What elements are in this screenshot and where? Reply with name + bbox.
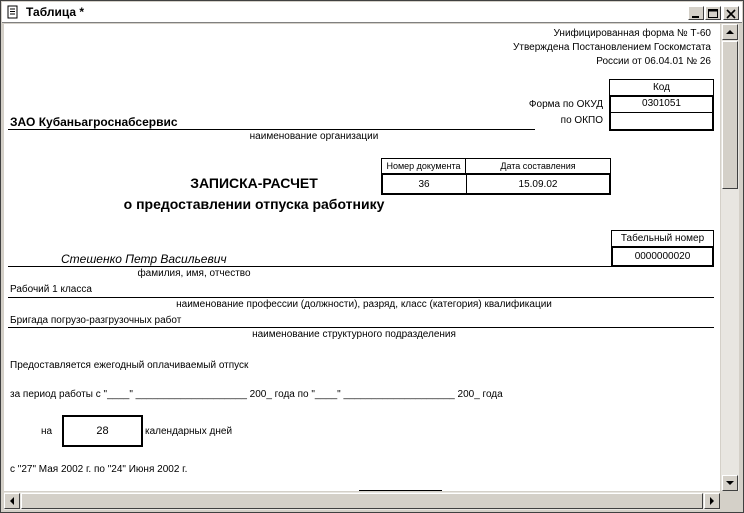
doc-date-value: 15.09.02	[518, 179, 558, 190]
scroll-down-button[interactable]	[722, 475, 738, 491]
employee-name: Стешенко Петр Васильевич	[61, 252, 227, 266]
scroll-left-button[interactable]	[4, 493, 20, 509]
organization-name: ЗАО Кубаньагроснабсервис	[10, 115, 178, 129]
document-page	[4, 24, 720, 491]
document-icon	[6, 5, 20, 19]
minimize-icon	[689, 8, 703, 20]
title-bar[interactable]	[2, 2, 742, 23]
arrow-right-icon	[705, 494, 719, 508]
form-header-line1: Унифицированная форма № Т-60	[553, 28, 711, 39]
horizontal-scroll-thumb[interactable]	[21, 493, 703, 509]
doc-date-header: Дата составления	[465, 158, 611, 174]
vacation-dates: с "27" Мая 2002 г. по "24" Июня 2002 г.	[10, 464, 188, 475]
maximize-icon	[706, 8, 720, 20]
arrow-down-icon	[723, 476, 737, 490]
organization-line	[8, 129, 535, 130]
code-header: Код	[609, 79, 714, 96]
close-button[interactable]	[723, 6, 739, 20]
window-title: Таблица *	[26, 5, 85, 19]
employee-department: Бригада погрузо-разгрузочных работ	[10, 315, 182, 326]
days-value: 28	[62, 415, 143, 447]
position-caption: наименование профессии (должности), разряд, класс (категория) квалификации	[176, 299, 552, 310]
employee-position: Рабочий 1 класса	[10, 284, 92, 295]
organization-caption: наименование организации	[249, 131, 379, 142]
close-icon	[724, 8, 738, 20]
employee-name-caption: фамилия, имя, отчество	[137, 268, 251, 279]
okpo-label: по ОКПО	[560, 115, 603, 126]
doc-number-value: 36	[418, 179, 430, 190]
bottom-partial-line	[359, 490, 442, 491]
doc-number-header: Номер документа	[381, 158, 466, 174]
horizontal-scrollbar[interactable]	[4, 492, 720, 510]
tab-number-value: 0000000020	[611, 246, 714, 267]
tab-number-header: Табельный номер	[611, 230, 714, 247]
form-header-line3: России от 06.04.01 № 26	[596, 56, 711, 67]
department-caption: наименование структурного подразделения	[252, 329, 456, 340]
arrow-left-icon	[5, 494, 19, 508]
days-prefix: на	[41, 426, 53, 437]
days-suffix: календарных дней	[145, 426, 233, 437]
scroll-up-button[interactable]	[722, 24, 738, 40]
maximize-button[interactable]	[705, 6, 721, 20]
employee-name-line	[8, 266, 714, 267]
okud-label: Форма по ОКУД	[528, 99, 603, 110]
arrow-up-icon	[723, 25, 737, 39]
department-line	[8, 327, 714, 328]
scrollbar-corner	[721, 492, 739, 510]
vertical-scrollbar[interactable]	[721, 24, 739, 491]
document-subtitle: о предоставлении отпуска работнику	[123, 196, 385, 212]
vacation-intro: Предоставляется ежегодный оплачиваемый отпуск	[10, 360, 249, 371]
okud-value: 0301051	[642, 98, 681, 109]
codes-divider	[611, 112, 712, 113]
position-line	[8, 297, 714, 298]
form-header-line2: Утверждена Постановлением Госкомстата	[513, 42, 711, 53]
vertical-scroll-thumb[interactable]	[722, 41, 738, 189]
vacation-period: за период работы с "____" ____________________ 200_ года по "____" ____________________ 200_ года	[10, 389, 503, 400]
minimize-button[interactable]	[688, 6, 704, 20]
document-title: ЗАПИСКА-РАСЧЕТ	[190, 175, 318, 191]
scroll-right-button[interactable]	[704, 493, 720, 509]
